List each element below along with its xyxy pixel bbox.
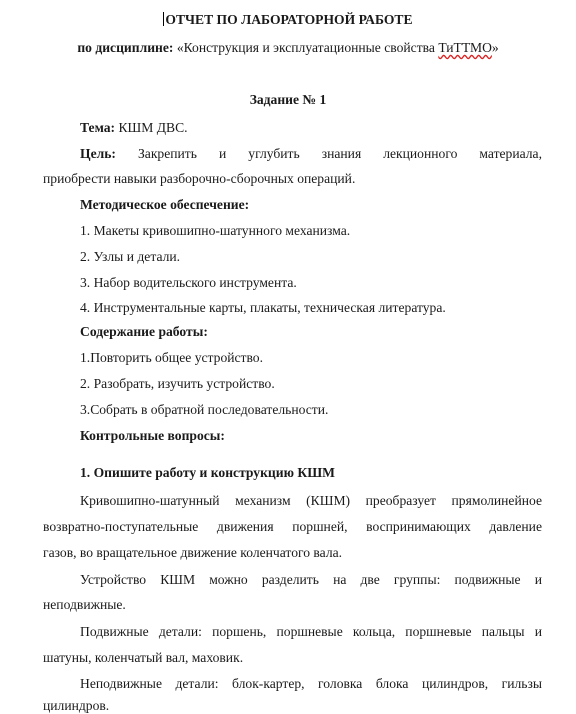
- content-item: 1.Повторить общее устройство.: [80, 350, 264, 365]
- paragraph-line: неподвижные.: [43, 597, 126, 612]
- content-heading: Содержание работы:: [80, 324, 208, 339]
- discipline-line: [0, 40, 576, 56]
- method-item: 4. Инструментальные карты, плакаты, техническая литература.: [80, 300, 446, 315]
- method-item: 2. Узлы и детали.: [80, 249, 181, 264]
- question-1-heading: 1. Опишите работу и конструкцию КШМ: [80, 465, 336, 480]
- paragraph-line: Подвижные детали: поршень, поршневые кольца, поршневые пальцы и: [80, 624, 542, 639]
- goal-text-1: Закрепить и углубить знания лекционного материала,: [137, 146, 542, 161]
- goal-line-1: [80, 146, 542, 162]
- goal-label: Цель:: [80, 146, 116, 161]
- discipline-value-suffix: »: [491, 40, 499, 55]
- task-heading: Задание № 1: [249, 92, 327, 107]
- content-item: 2. Разобрать, изучить устройство.: [80, 376, 275, 391]
- topic-line: [80, 120, 188, 136]
- paragraph-line: газов, во вращательное движение коленчатого вала.: [43, 545, 343, 560]
- paragraph-line: Устройство КШМ можно разделить на две группы: подвижные и: [80, 572, 542, 587]
- goal-line-2: приобрести навыки разборочно-сборочных операций.: [43, 171, 356, 186]
- method-item: 1. Макеты кривошипно-шатунного механизма.: [80, 223, 351, 238]
- spellcheck-marked-word[interactable]: ТиТТМО: [438, 40, 492, 55]
- topic-label: Тема:: [80, 120, 116, 135]
- discipline-value-prefix: «Конструкция и эксплуатационные свойства: [176, 40, 439, 55]
- discipline-label: по дисциплине:: [77, 40, 174, 55]
- report-title: ОТЧЕТ ПО ЛАБОРАТОРНОЙ РАБОТЕ: [165, 12, 413, 27]
- paragraph-line: шатуны, коленчатый вал, маховик.: [43, 650, 244, 665]
- topic-value: КШМ ДВС.: [118, 120, 188, 135]
- control-questions-heading: Контрольные вопросы:: [80, 428, 225, 443]
- paragraph-line: цилиндров.: [43, 698, 110, 713]
- method-heading: Методическое обеспечение:: [80, 197, 250, 212]
- paragraph-line: Неподвижные детали: блок-картер, головка блока цилиндров, гильзы: [80, 676, 542, 691]
- method-item: 3. Набор водительского инструмента.: [80, 275, 297, 290]
- paragraph-line: возвратно-поступательные движения поршней, воспринимающих давление: [43, 519, 542, 534]
- content-item: 3.Собрать в обратной последовательности.: [80, 402, 329, 417]
- paragraph-line: Кривошипно-шатунный механизм (КШМ) преобразует прямолинейное: [80, 493, 542, 508]
